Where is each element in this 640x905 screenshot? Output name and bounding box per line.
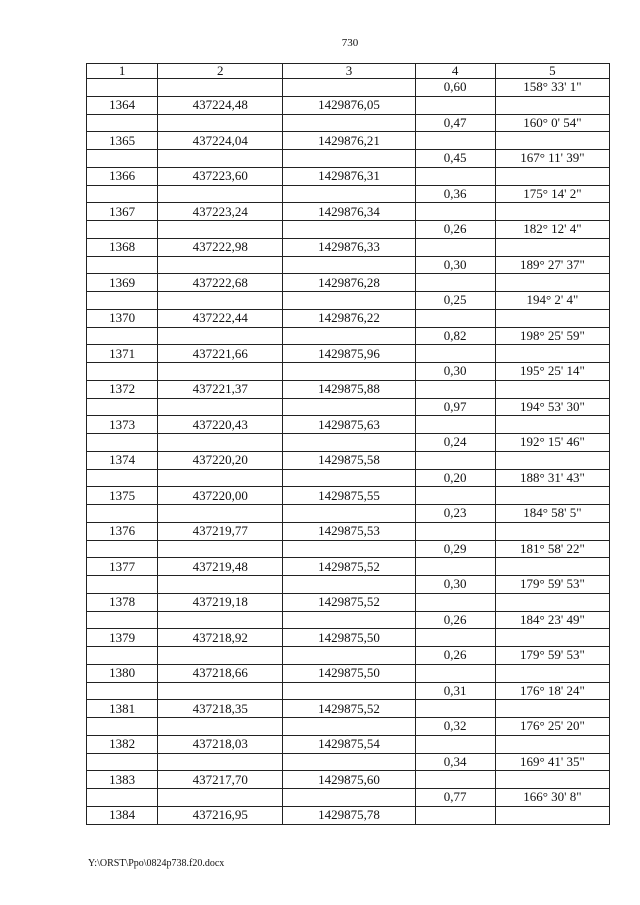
table-body [87,64,610,825]
x-coordinate-cell: 437222,44 [158,309,283,327]
x-coordinate-cell: 437218,66 [158,664,283,682]
x-coordinate-cell [158,540,283,558]
bearing-cell: 158° 33' 1" [495,79,609,97]
distance-cell: 0,26 [415,611,495,629]
point-number-cell [87,221,158,239]
y-coordinate-cell [283,327,415,345]
bearing-cell: 195° 25' 14" [495,363,609,381]
bearing-cell: 198° 25' 59" [495,327,609,345]
distance-cell [415,629,495,647]
distance-cell [415,167,495,185]
bearing-cell: 184° 58' 5" [495,505,609,523]
y-coordinate-cell: 1429875,50 [283,629,415,647]
bearing-cell: 166° 30' 8" [495,789,609,807]
bearing-cell: 188° 31' 43" [495,469,609,487]
point-number-cell [87,505,158,523]
table-row [87,735,610,753]
distance-cell [415,558,495,576]
table-row [87,274,610,292]
table-row [87,664,610,682]
y-coordinate-cell: 1429875,54 [283,735,415,753]
bearing-cell: 176° 18' 24" [495,682,609,700]
x-coordinate-cell [158,327,283,345]
point-number-cell [87,789,158,807]
distance-cell: 0,30 [415,576,495,594]
table-row [87,132,610,150]
distance-cell: 0,26 [415,221,495,239]
y-coordinate-cell [283,469,415,487]
y-coordinate-cell [283,718,415,736]
point-number-cell: 1376 [87,522,158,540]
y-coordinate-cell [283,789,415,807]
table-header-row [87,64,610,79]
y-coordinate-cell [283,79,415,97]
table-row [87,505,610,523]
point-number-cell: 1379 [87,629,158,647]
bearing-cell [495,380,609,398]
point-number-cell [87,327,158,345]
distance-cell [415,203,495,221]
point-number-cell: 1368 [87,238,158,256]
distance-cell: 0,47 [415,114,495,132]
y-coordinate-cell: 1429876,28 [283,274,415,292]
x-coordinate-cell: 437221,66 [158,345,283,363]
bearing-cell [495,96,609,114]
distance-cell [415,700,495,718]
bearing-cell [495,451,609,469]
point-number-cell: 1378 [87,593,158,611]
point-number-cell: 1364 [87,96,158,114]
footer-file-path: Y:\ORST\Ppo\0824p738.f20.docx [88,858,225,869]
y-coordinate-cell [283,611,415,629]
bearing-cell: 182° 12' 4" [495,221,609,239]
table-row [87,256,610,274]
point-number-cell [87,114,158,132]
bearing-cell [495,345,609,363]
table-row [87,292,610,310]
point-number-cell [87,292,158,310]
bearing-cell: 179° 59' 53" [495,647,609,665]
x-coordinate-cell: 437220,20 [158,451,283,469]
bearing-cell [495,558,609,576]
distance-cell [415,451,495,469]
y-coordinate-cell [283,185,415,203]
point-number-cell [87,398,158,416]
table-row [87,806,610,824]
x-coordinate-cell [158,398,283,416]
x-coordinate-cell: 437217,70 [158,771,283,789]
point-number-cell: 1381 [87,700,158,718]
bearing-cell: 167° 11' 39" [495,150,609,168]
y-coordinate-cell [283,576,415,594]
header-cell-col-5: 5 [495,64,609,79]
distance-cell: 0,36 [415,185,495,203]
table-row [87,700,610,718]
bearing-cell [495,593,609,611]
distance-cell: 0,26 [415,647,495,665]
distance-cell: 0,97 [415,398,495,416]
x-coordinate-cell: 437221,37 [158,380,283,398]
bearing-cell [495,771,609,789]
x-coordinate-cell [158,185,283,203]
y-coordinate-cell: 1429875,53 [283,522,415,540]
header-cell-col-2: 2 [158,64,283,79]
distance-cell [415,96,495,114]
point-number-cell: 1380 [87,664,158,682]
table-row [87,150,610,168]
distance-cell [415,132,495,150]
bearing-cell [495,203,609,221]
distance-cell [415,522,495,540]
x-coordinate-cell [158,753,283,771]
table-row [87,238,610,256]
table-row [87,79,610,97]
y-coordinate-cell: 1429875,60 [283,771,415,789]
distance-cell [415,309,495,327]
table-row [87,327,610,345]
y-coordinate-cell [283,221,415,239]
distance-cell [415,593,495,611]
x-coordinate-cell [158,292,283,310]
y-coordinate-cell [283,256,415,274]
table-row [87,434,610,452]
table-row [87,221,610,239]
x-coordinate-cell: 437223,24 [158,203,283,221]
point-number-cell [87,469,158,487]
x-coordinate-cell: 437222,68 [158,274,283,292]
point-number-cell: 1383 [87,771,158,789]
point-number-cell: 1382 [87,735,158,753]
y-coordinate-cell: 1429875,63 [283,416,415,434]
table-row [87,789,610,807]
table-row [87,416,610,434]
point-number-cell: 1384 [87,806,158,824]
bearing-cell: 192° 15' 46" [495,434,609,452]
bearing-cell [495,416,609,434]
y-coordinate-cell: 1429876,22 [283,309,415,327]
x-coordinate-cell [158,434,283,452]
point-number-cell [87,150,158,168]
y-coordinate-cell [283,398,415,416]
table-row [87,398,610,416]
distance-cell: 0,24 [415,434,495,452]
table-row [87,96,610,114]
y-coordinate-cell [283,682,415,700]
table-row [87,309,610,327]
y-coordinate-cell [283,114,415,132]
point-number-cell [87,647,158,665]
y-coordinate-cell [283,505,415,523]
bearing-cell: 189° 27' 37" [495,256,609,274]
x-coordinate-cell: 437220,00 [158,487,283,505]
x-coordinate-cell: 437223,60 [158,167,283,185]
x-coordinate-cell: 437219,48 [158,558,283,576]
point-number-cell: 1365 [87,132,158,150]
bearing-cell [495,700,609,718]
bearing-cell [495,238,609,256]
point-number-cell: 1375 [87,487,158,505]
bearing-cell [495,629,609,647]
distance-cell [415,380,495,398]
bearing-cell: 181° 58' 22" [495,540,609,558]
table-row [87,611,610,629]
bearing-cell [495,735,609,753]
bearing-cell: 179° 59' 53" [495,576,609,594]
x-coordinate-cell [158,611,283,629]
point-number-cell: 1377 [87,558,158,576]
x-coordinate-cell [158,150,283,168]
point-number-cell: 1373 [87,416,158,434]
x-coordinate-cell: 437219,77 [158,522,283,540]
x-coordinate-cell: 437218,03 [158,735,283,753]
y-coordinate-cell: 1429875,52 [283,558,415,576]
distance-cell [415,345,495,363]
bearing-cell [495,167,609,185]
y-coordinate-cell [283,540,415,558]
distance-cell: 0,20 [415,469,495,487]
point-number-cell [87,256,158,274]
distance-cell: 0,34 [415,753,495,771]
distance-cell: 0,30 [415,363,495,381]
distance-cell: 0,30 [415,256,495,274]
distance-cell [415,735,495,753]
table-row [87,487,610,505]
distance-cell: 0,31 [415,682,495,700]
table-row [87,469,610,487]
bearing-cell [495,487,609,505]
x-coordinate-cell: 437218,92 [158,629,283,647]
y-coordinate-cell: 1429875,55 [283,487,415,505]
table-row [87,522,610,540]
distance-cell [415,487,495,505]
distance-cell: 0,77 [415,789,495,807]
table-row [87,647,610,665]
distance-cell: 0,45 [415,150,495,168]
point-number-cell [87,753,158,771]
table-row [87,185,610,203]
point-number-cell [87,682,158,700]
x-coordinate-cell: 437218,35 [158,700,283,718]
header-cell-col-1: 1 [87,64,158,79]
point-number-cell [87,185,158,203]
x-coordinate-cell [158,647,283,665]
table-row [87,363,610,381]
x-coordinate-cell [158,221,283,239]
bearing-cell: 169° 41' 35" [495,753,609,771]
point-number-cell [87,718,158,736]
point-number-cell [87,363,158,381]
header-cell-col-4: 4 [415,64,495,79]
x-coordinate-cell [158,256,283,274]
distance-cell [415,416,495,434]
y-coordinate-cell: 1429875,58 [283,451,415,469]
table-row [87,753,610,771]
bearing-cell: 194° 53' 30" [495,398,609,416]
y-coordinate-cell [283,292,415,310]
distance-cell: 0,25 [415,292,495,310]
y-coordinate-cell: 1429876,21 [283,132,415,150]
y-coordinate-cell [283,753,415,771]
table-row [87,540,610,558]
x-coordinate-cell [158,114,283,132]
point-number-cell: 1366 [87,167,158,185]
point-number-cell [87,611,158,629]
x-coordinate-cell [158,576,283,594]
point-number-cell: 1369 [87,274,158,292]
y-coordinate-cell: 1429875,52 [283,700,415,718]
point-number-cell: 1371 [87,345,158,363]
bearing-cell [495,132,609,150]
distance-cell [415,806,495,824]
table-row [87,682,610,700]
y-coordinate-cell: 1429876,05 [283,96,415,114]
bearing-cell [495,274,609,292]
y-coordinate-cell [283,363,415,381]
x-coordinate-cell: 437222,98 [158,238,283,256]
bearing-cell: 184° 23' 49" [495,611,609,629]
distance-cell [415,771,495,789]
bearing-cell: 176° 25' 20" [495,718,609,736]
table-row [87,345,610,363]
distance-cell: 0,82 [415,327,495,345]
x-coordinate-cell: 437219,18 [158,593,283,611]
distance-cell: 0,60 [415,79,495,97]
table-row [87,451,610,469]
x-coordinate-cell [158,505,283,523]
table-row [87,380,610,398]
table-row [87,558,610,576]
x-coordinate-cell [158,363,283,381]
x-coordinate-cell: 437216,95 [158,806,283,824]
bearing-cell: 160° 0' 54" [495,114,609,132]
distance-cell [415,238,495,256]
page-number: 730 [341,37,359,49]
table-row [87,593,610,611]
table-row [87,771,610,789]
x-coordinate-cell [158,79,283,97]
table-row [87,203,610,221]
y-coordinate-cell [283,434,415,452]
y-coordinate-cell: 1429875,78 [283,806,415,824]
header-cell-col-3: 3 [283,64,415,79]
table-row [87,167,610,185]
distance-cell [415,664,495,682]
y-coordinate-cell [283,647,415,665]
table-row [87,629,610,647]
point-number-cell: 1374 [87,451,158,469]
point-number-cell [87,540,158,558]
x-coordinate-cell: 437224,04 [158,132,283,150]
table-row [87,114,610,132]
table-row [87,718,610,736]
x-coordinate-cell [158,682,283,700]
table-row [87,576,610,594]
y-coordinate-cell [283,150,415,168]
x-coordinate-cell [158,789,283,807]
point-number-cell [87,434,158,452]
x-coordinate-cell [158,469,283,487]
bearing-cell: 194° 2' 4" [495,292,609,310]
distance-cell: 0,23 [415,505,495,523]
bearing-cell [495,522,609,540]
y-coordinate-cell: 1429876,34 [283,203,415,221]
bearing-cell [495,309,609,327]
bearing-cell [495,664,609,682]
y-coordinate-cell: 1429875,88 [283,380,415,398]
y-coordinate-cell: 1429876,33 [283,238,415,256]
point-number-cell: 1367 [87,203,158,221]
bearing-cell [495,806,609,824]
y-coordinate-cell: 1429875,52 [283,593,415,611]
y-coordinate-cell: 1429875,96 [283,345,415,363]
coordinates-table [86,63,610,825]
distance-cell [415,274,495,292]
x-coordinate-cell: 437224,48 [158,96,283,114]
point-number-cell: 1370 [87,309,158,327]
point-number-cell [87,79,158,97]
distance-cell: 0,29 [415,540,495,558]
x-coordinate-cell [158,718,283,736]
y-coordinate-cell: 1429875,50 [283,664,415,682]
point-number-cell: 1372 [87,380,158,398]
point-number-cell [87,576,158,594]
x-coordinate-cell: 437220,43 [158,416,283,434]
distance-cell: 0,32 [415,718,495,736]
bearing-cell: 175° 14' 2" [495,185,609,203]
y-coordinate-cell: 1429876,31 [283,167,415,185]
